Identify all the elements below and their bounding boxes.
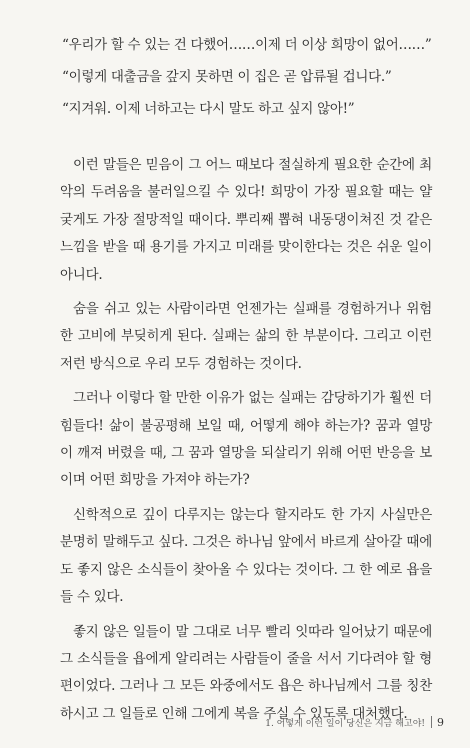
paragraph: 그러나 이렇다 할 만한 이유가 없는 실패는 감당하기가 훨씬 더 힘들다! 삶이 불공평해 보일 때, 어떻게 해야 하는가? 꿈과 열망이 깨져 버렸을 때, 그 꿈과 열망을 되살리기 위해 어떤 반응을 보이며 어떤 희망을 가져야 하는가? xyxy=(60,390,432,489)
running-footer-chapter: 1. 어떻게 이런 일이 당신은 지금 해고야! xyxy=(265,718,425,729)
page-number: 9 xyxy=(437,715,444,729)
page-footer xyxy=(265,712,444,732)
quote-line: “지겨워. 이제 너하고는 다시 말도 하고 싶지 않아!” xyxy=(62,101,355,117)
footer-divider xyxy=(431,716,432,728)
paragraph: 신학적으로 깊이 다루지는 않는다 할지라도 한 가지 사실만은 분명히 말해두고 싶다. 그것은 하나님 앞에서 바르게 살아갈 때에도 좋지 않은 소식들이 찾아올 수 있다는 것이다. 그 한 예로 욥을 들 수 있다. xyxy=(60,506,432,606)
quote-line: “이렇게 대출금을 갚지 못하면 이 집은 곧 압류될 겁니다.” xyxy=(62,69,392,85)
paragraph: 숨을 쉬고 있는 사람이라면 언젠가는 실패를 경험하거나 위험한 고비에 부딪히게 된다. 실패는 삶의 한 부분이다. 그리고 이런 저런 방식으로 우리 모두 경험하는 것이다. xyxy=(60,301,432,372)
paragraph: 이런 말들은 믿음이 그 어느 때보다 절실하게 필요한 순간에 최악의 두려움을 불러일으킬 수 있다! 희망이 가장 필요할 때는 얄궂게도 가장 절망적일 때이다. 뿌리째 뽑혀 내동댕이쳐진 것 같은 느낌을 받을 때 용기를 가지고 미래를 맞이한다는 것은 쉬운 일이 아니다. xyxy=(60,157,432,283)
quote-line: “우리가 할 수 있는 건 다했어……이제 더 이상 희망이 없어……” xyxy=(62,37,432,53)
paragraph: 좋지 않은 일들이 말 그대로 너무 빨리 잇따라 일어났기 때문에 그 소식들을 욥에게 알리려는 사람들이 줄을 서서 기다려야 할 형편이었다. 그러나 그 모든 와중에서도 욥은 하나님께서 그를 칭찬하시고 그 일들로 인해 그에게 복을 주실 수 있도록 대처했다. xyxy=(60,623,432,722)
quote-block xyxy=(62,36,442,132)
body-text xyxy=(60,152,432,735)
